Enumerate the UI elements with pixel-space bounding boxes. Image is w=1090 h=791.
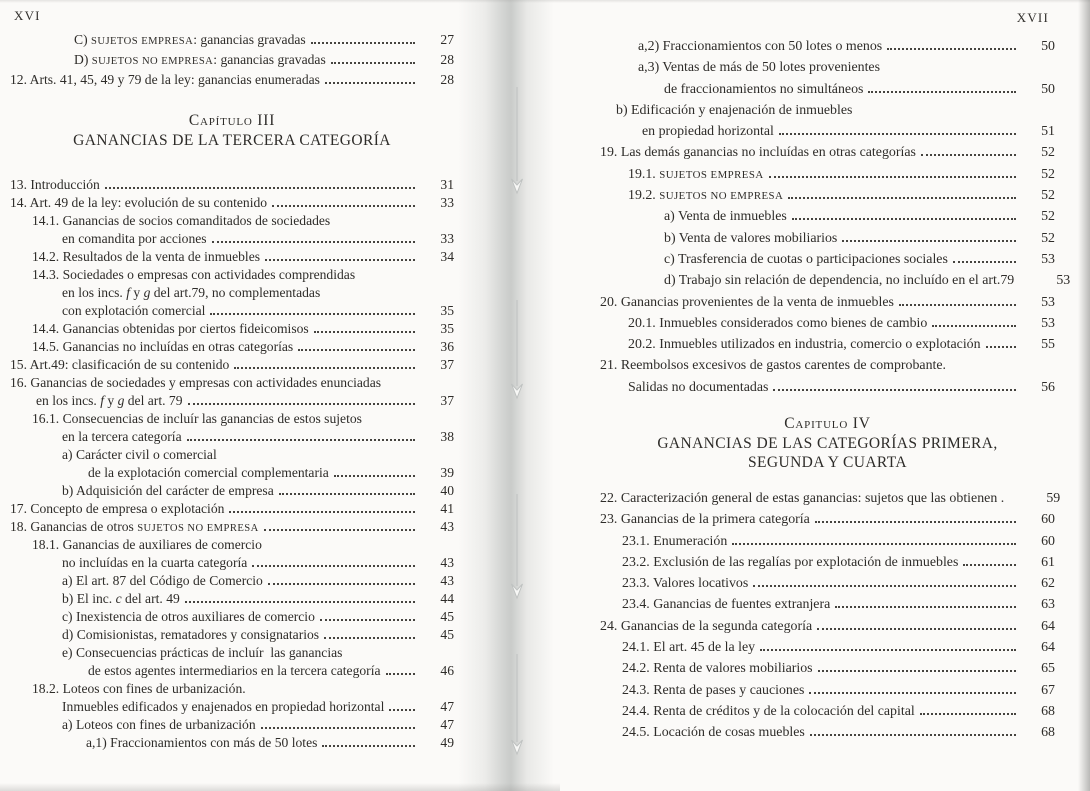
toc-entry-title: en los incs. f y g del art.79, no complementadas: [62, 285, 321, 300]
toc-entry-line: [600, 488, 1061, 509]
down-arrow-icon: [508, 492, 526, 600]
page-number: 64: [1041, 640, 1055, 656]
scan-edge-right: [1078, 0, 1090, 791]
italic-text: f: [100, 393, 104, 408]
binding-gutter: [458, 0, 554, 791]
page-number: 36: [440, 339, 454, 354]
page-number: 45: [440, 609, 454, 624]
toc-entry-title: 20. Ganancias provenientes de la venta de inmuebles: [600, 294, 894, 310]
toc-entry-line: [10, 680, 454, 698]
toc-entry-line: [600, 292, 1055, 313]
toc-entry-line: [10, 590, 454, 608]
toc-entry-line: [10, 194, 454, 212]
chapter-heading: [600, 414, 1055, 472]
page-number: 35: [440, 303, 454, 318]
toc-entry-title: D) SUJETOS NO EMPRESA: ganancias gravadas: [74, 52, 326, 67]
toc-entry-line: [600, 79, 1055, 100]
toc-entry-title: 13. Introducción: [10, 177, 100, 192]
page-number: 52: [1041, 145, 1055, 161]
toc-entry-title: de estos agentes intermediarios en la tercera categoría: [88, 663, 381, 678]
toc-entry-line: [10, 626, 454, 644]
dot-leader: [769, 176, 1016, 178]
dot-leader: [298, 349, 415, 351]
toc-entry-title: 23. Ganancias de la primera categoría: [600, 512, 810, 528]
page-number: 39: [440, 465, 454, 480]
down-arrow-icon: [508, 298, 526, 400]
toc-entries: [600, 488, 1061, 744]
toc-entry-title: 24.4. Renta de créditos y de la colocación del capital: [622, 703, 915, 719]
toc-entry-title: 18. Ganancias de otros SUJETOS NO EMPRESA: [10, 519, 259, 534]
toc-entry-title: a) Loteos con fines de urbanización: [62, 717, 256, 732]
toc-entry-title: de la explotación comercial complementaria: [88, 465, 329, 480]
toc-entry-line: [10, 70, 454, 90]
toc-entry-line: [10, 500, 454, 518]
page-number: 49: [440, 735, 454, 750]
chapter-kicker: Capitulo IV: [784, 415, 871, 432]
toc-entry-title: 20.1. Inmuebles considerados como bienes de cambio: [628, 315, 928, 331]
small-caps-text: SUJETOS NO EMPRESA: [137, 523, 259, 534]
page-number: 41: [440, 501, 454, 516]
dot-leader: [810, 734, 1016, 736]
page-number: 53: [1041, 294, 1055, 310]
toc-entry-title: b) El inc. c del art. 49: [62, 591, 180, 606]
dot-leader: [809, 692, 1016, 694]
toc-entry-title: 23.1. Enumeración: [622, 533, 728, 549]
page-number: 43: [440, 519, 454, 534]
toc-entry-title: en propiedad horizontal: [642, 124, 774, 140]
toc-entry-line: [600, 680, 1055, 701]
dot-leader: [320, 619, 415, 621]
toc-entry-title: con explotación comercial: [62, 303, 206, 318]
dot-leader: [386, 673, 416, 675]
toc-entry-line: [10, 428, 454, 446]
dot-leader: [272, 205, 415, 207]
toc-entries: [10, 176, 454, 752]
toc-entry-title: d) Trabajo sin relación de dependencia, no incluído en el art.79: [664, 273, 1015, 289]
page-number: 27: [440, 32, 454, 47]
page-number: 52: [1041, 230, 1055, 246]
toc-entry-title: 23.3. Valores locativos: [622, 576, 749, 592]
dot-leader: [234, 367, 415, 369]
toc-entry-title: 24.5. Locación de cosas muebles: [622, 725, 805, 741]
toc-entry-line: [600, 270, 1071, 291]
dot-leader: [322, 745, 415, 747]
folio-left: XVI: [14, 8, 41, 23]
toc-entry-line: [600, 722, 1055, 743]
toc-entry-line: [10, 392, 454, 410]
toc-entry-line: [600, 121, 1055, 142]
dot-leader: [185, 601, 415, 603]
toc-entry-title: 16. Ganancias de sociedades y empresas con actividades enunciadas: [10, 375, 382, 390]
dot-leader: [835, 606, 1016, 608]
toc-entry-line: [600, 142, 1055, 163]
toc-entry-title: Inmuebles edificados y enajenados en propiedad horizontal: [62, 699, 385, 714]
toc-entry-line: [10, 446, 454, 464]
italic-text: f: [126, 285, 130, 300]
toc-entry-line: [10, 266, 454, 284]
dot-leader: [921, 154, 1016, 156]
toc-entry-title: b) Adquisición del carácter de empresa: [62, 483, 274, 498]
dot-leader: [187, 439, 415, 441]
toc-entry-line: [10, 518, 454, 536]
page-number: 46: [440, 663, 454, 678]
toc-entry-line: [600, 100, 1055, 121]
page-number: 28: [440, 52, 454, 67]
toc-entry-line: [600, 616, 1055, 637]
toc-entry-line: [600, 658, 1055, 679]
toc-entry-line: [600, 228, 1055, 249]
toc-entry-line: [600, 377, 1055, 398]
dot-leader: [963, 564, 1016, 566]
toc-entry-title: 22. Caracterización general de estas ganancias: sujetos que las obtienen .: [600, 491, 1005, 506]
toc-entry-title: en la tercera categoría: [62, 429, 182, 444]
toc-entry-title: d) Comisionistas, rematadores y consignatarios: [62, 627, 320, 642]
toc-entry-title: a,3) Ventas de más de 50 lotes provenientes: [638, 60, 880, 76]
page-number: 60: [1041, 533, 1055, 549]
toc-entries: [10, 30, 454, 90]
toc-entry-title: 19.2. SUJETOS NO EMPRESA: [628, 188, 784, 204]
dot-leader: [325, 82, 415, 84]
toc-entry-title: a) Venta de inmuebles: [664, 209, 787, 225]
dot-leader: [389, 709, 415, 711]
dot-leader: [887, 48, 1016, 50]
dot-leader: [334, 475, 415, 477]
toc-entry-title: 14. Art. 49 de la ley: evolución de su contenido: [10, 195, 268, 210]
dot-leader: [265, 259, 415, 261]
page-number: 34: [440, 249, 454, 264]
page-number: 56: [1041, 379, 1055, 395]
page-number: 28: [440, 72, 454, 87]
page-number: 64: [1041, 618, 1055, 634]
dot-leader: [773, 389, 1016, 391]
dot-leader: [261, 727, 415, 729]
chapter-kicker: Capítulo III: [188, 112, 276, 129]
right-page: [600, 0, 1071, 791]
toc-entry-title: 16.1. Consecuencias de incluír las ganancias de estos sujetos: [32, 411, 362, 426]
page-number: 67: [1041, 682, 1055, 698]
italic-text: g: [117, 393, 125, 408]
toc-entry-line: [600, 701, 1055, 722]
dot-leader: [331, 62, 415, 64]
toc-entry-title: 14.5. Ganancias no incluídas en otras categorías: [32, 339, 294, 354]
dot-leader: [324, 637, 415, 639]
toc-entry-line: [600, 185, 1055, 206]
toc-entry-line: [600, 313, 1055, 334]
page-number: 51: [1041, 124, 1055, 140]
page-number: 68: [1041, 703, 1055, 719]
page-number: 63: [1041, 597, 1055, 613]
toc-entry-title: 18.1. Ganancias de auxiliares de comercio: [32, 537, 262, 552]
toc-entry-title: a,2) Fraccionamientos con 50 lotes o menos: [638, 39, 883, 54]
toc-entry-title: 14.1. Ganancias de socios comanditados de sociedades: [32, 213, 331, 228]
toc-entry-title: 15. Art.49: clasificación de su contenido: [10, 357, 230, 372]
dot-leader: [210, 313, 415, 315]
dot-leader: [842, 240, 1016, 242]
toc-entry-title: 20.2. Inmuebles utilizados en industria, comercio o explotación: [628, 337, 981, 353]
page-number: 53: [1041, 315, 1055, 331]
page-number: 59: [1046, 491, 1061, 506]
dot-leader: [229, 511, 415, 513]
dot-leader: [279, 493, 415, 495]
toc-entry-title: en los incs. f y g del art. 79: [36, 393, 183, 408]
dot-leader: [760, 649, 1016, 651]
toc-entry-line: [600, 36, 1055, 57]
toc-entry-title: 19. Las demás ganancias no incluídas en otras categorías: [600, 145, 916, 161]
page-number: 47: [440, 717, 454, 732]
dot-leader: [818, 670, 1016, 672]
toc-entry-line: [10, 302, 454, 320]
page-number: 40: [440, 483, 454, 498]
dot-leader: [920, 713, 1016, 715]
toc-entry-title: 23.4. Ganancias de fuentes extranjera: [622, 597, 831, 613]
page-number: 52: [1041, 188, 1055, 204]
dot-leader: [264, 529, 415, 531]
toc-entry-line: [600, 334, 1055, 355]
dot-leader: [188, 403, 416, 405]
chapter-title: SEGUNDA Y CUARTA: [748, 454, 907, 471]
down-arrow-icon: [508, 652, 526, 756]
italic-text: c: [115, 591, 122, 606]
page-number: 33: [440, 195, 454, 210]
toc-entry-title: 14.3. Sociedades o empresas con actividades comprendidas: [32, 267, 356, 282]
toc-entry-title: de fraccionamientos no simultáneos: [664, 81, 864, 97]
toc-entry-line: [600, 355, 1055, 376]
dot-leader: [788, 197, 1016, 199]
toc-entry-title: en comandita por acciones: [62, 231, 207, 246]
toc-entry-line: [10, 608, 454, 626]
page-number: 43: [440, 555, 454, 570]
dot-leader: [817, 628, 1016, 630]
toc-entry-title: 24.1. El art. 45 de la ley: [622, 640, 756, 656]
toc-entry-line: [10, 50, 454, 70]
dot-leader: [732, 543, 1016, 545]
toc-entry-line: [10, 338, 454, 356]
toc-entries: [600, 36, 1071, 398]
page-number: 33: [440, 231, 454, 246]
page-number: 53: [1056, 273, 1071, 289]
toc-entry-title: 24.2. Renta de valores mobiliarios: [622, 661, 813, 677]
toc-entry-line: [600, 249, 1055, 270]
toc-entry-line: [600, 552, 1055, 573]
page-number: 43: [440, 573, 454, 588]
toc-entry-title: 14.4. Ganancias obtenidas por ciertos fideicomisos: [32, 321, 309, 336]
dot-leader: [105, 187, 415, 189]
toc-entry-title: no incluídas en la cuarta categoría: [62, 555, 248, 570]
toc-entry-line: [10, 572, 454, 590]
toc-entry-line: [10, 30, 454, 50]
toc-entry-line: [10, 374, 454, 392]
page-number: 31: [440, 177, 454, 192]
toc-entry-title: e) Consecuencias prácticas de incluír las ganancias: [62, 645, 343, 660]
toc-entry-line: [10, 716, 454, 734]
page-number: 55: [1041, 337, 1055, 353]
toc-entry-line: [10, 356, 454, 374]
page-number: 45: [440, 627, 454, 642]
toc-entry-line: [600, 509, 1055, 530]
dot-leader: [268, 583, 415, 585]
page-number: 35: [440, 321, 454, 336]
dot-leader: [753, 585, 1016, 587]
dot-leader: [986, 346, 1016, 348]
page-number: 44: [440, 591, 454, 606]
toc-entry-line: [10, 734, 454, 752]
toc-entry-line: [600, 594, 1055, 615]
page-number: 37: [440, 357, 454, 372]
toc-entry-title: a) El art. 87 del Código de Comercio: [62, 573, 263, 588]
toc-entry-line: [10, 248, 454, 266]
dot-leader: [314, 331, 415, 333]
toc-entry-line: [10, 212, 454, 230]
toc-entry-line: [10, 230, 454, 248]
page-number: 37: [440, 393, 454, 408]
page-number: 50: [1041, 81, 1055, 97]
toc-entry-title: Salidas no documentadas: [628, 379, 769, 395]
chapter-title: GANANCIAS DE LAS CATEGORÍAS PRIMERA,: [657, 435, 998, 452]
dot-leader: [212, 241, 415, 243]
small-caps-text: SUJETOS EMPRESA: [91, 36, 194, 47]
toc-entry-title: b) Venta de valores mobiliarios: [664, 230, 838, 246]
page-number: 50: [1041, 39, 1055, 54]
toc-entry-line: [600, 531, 1055, 552]
toc-entry-line: [10, 536, 454, 554]
toc-entry-line: [10, 284, 454, 302]
toc-entry-line: [600, 637, 1055, 658]
toc-entry-title: 24. Ganancias de la segunda categoría: [600, 618, 813, 634]
toc-entry-title: 23.2. Exclusión de las regalías por explotación de inmuebles: [622, 554, 959, 570]
toc-entry-title: 14.2. Resultados de la venta de inmuebles: [32, 249, 261, 264]
toc-entry-title: a) Carácter civil o comercial: [62, 447, 217, 462]
dot-leader: [792, 218, 1016, 220]
toc-entry-title: C) SUJETOS EMPRESA: ganancias gravadas: [74, 32, 306, 47]
page-number: 62: [1041, 576, 1055, 592]
page-number: 68: [1041, 725, 1055, 741]
toc-entry-line: [10, 482, 454, 500]
left-page: [10, 0, 454, 791]
dot-leader: [252, 565, 415, 567]
toc-entry-line: [600, 206, 1055, 227]
dot-leader: [899, 304, 1016, 306]
dot-leader: [815, 521, 1016, 523]
dot-leader: [868, 91, 1016, 93]
toc-entry-line: [10, 410, 454, 428]
toc-entry-title: c) Trasferencia de cuotas o participaciones sociales: [664, 251, 948, 267]
toc-entry-title: 21. Reembolsos excesivos de gastos carentes de comprobante.: [600, 358, 947, 374]
toc-entry-line: [600, 57, 1055, 78]
small-caps-text: SUJETOS EMPRESA: [659, 168, 764, 181]
dot-leader: [779, 133, 1016, 135]
small-caps-text: SUJETOS NO EMPRESA: [91, 56, 214, 67]
toc-entry-title: 19.1. SUJETOS EMPRESA: [628, 166, 764, 182]
dot-leader: [932, 325, 1016, 327]
page-number: 52: [1041, 166, 1055, 182]
page-number: 65: [1041, 661, 1055, 677]
page-number: 38: [440, 429, 454, 444]
toc-entry-line: [10, 554, 454, 572]
down-arrow-icon: [508, 85, 526, 195]
toc-entry-line: [600, 164, 1055, 185]
small-caps-text: SUJETOS NO EMPRESA: [659, 190, 784, 203]
chapter-heading: [10, 111, 454, 150]
toc-entry-title: 12. Arts. 41, 45, 49 y 79 de la ley: ganancias enumeradas: [10, 72, 320, 87]
toc-entry-line: [10, 698, 454, 716]
toc-entry-line: [10, 320, 454, 338]
page-number: 52: [1041, 209, 1055, 225]
page-number: 53: [1041, 251, 1055, 267]
chapter-title: GANANCIAS DE LA TERCERA CATEGORÍA: [73, 132, 391, 149]
toc-entry-title: 17. Concepto de empresa o explotación: [10, 501, 225, 516]
toc-entry-line: [600, 573, 1055, 594]
dot-leader: [311, 42, 415, 44]
page-number: 47: [440, 699, 454, 714]
toc-entry-line: [10, 644, 454, 662]
dot-leader: [953, 261, 1016, 263]
toc-entry-title: b) Edificación y enajenación de inmuebles: [616, 102, 853, 118]
page-number: 61: [1041, 554, 1055, 570]
toc-entry-title: 18.2. Loteos con fines de urbanización.: [32, 681, 246, 696]
page-number: 60: [1041, 512, 1055, 528]
italic-text: g: [143, 285, 151, 300]
toc-entry-line: [10, 176, 454, 194]
toc-entry-title: 24.3. Renta de pases y cauciones: [622, 682, 805, 698]
toc-entry-line: [10, 662, 454, 680]
folio-right: XVII: [1016, 10, 1049, 25]
toc-entry-line: [10, 464, 454, 482]
toc-entry-title: a,1) Fraccionamientos con más de 50 lotes: [86, 735, 318, 750]
toc-entry-title: c) Inexistencia de otros auxiliares de comercio: [62, 609, 315, 624]
